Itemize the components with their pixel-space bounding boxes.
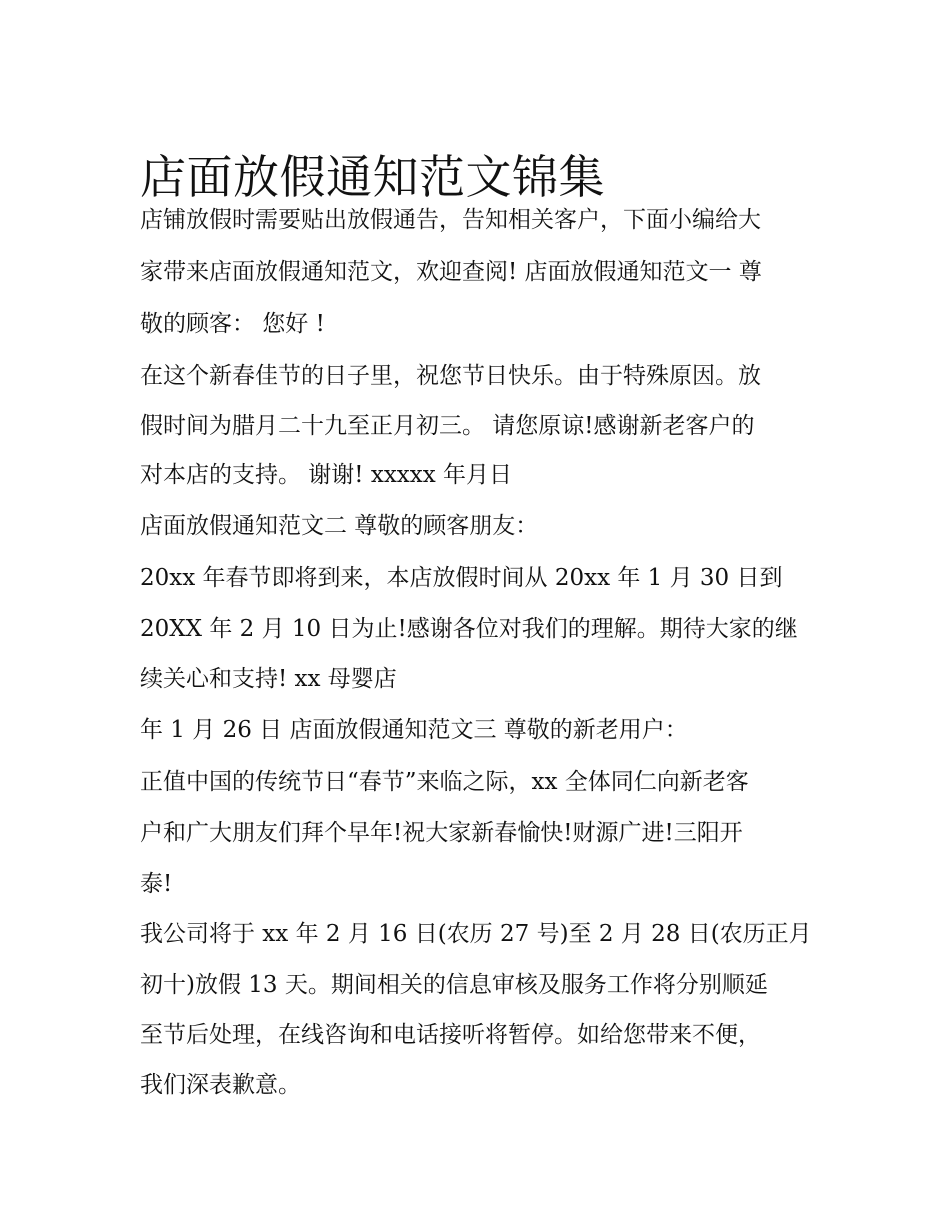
body-line: 至节后处理，在线咨询和电话接听将暂停。如给您带来不便， [140, 1022, 761, 1048]
body-line: 年 1 月 26 日 店面放假通知范文三 尊敬的新老用户： [140, 717, 688, 743]
body-line: 初十)放假 13 天。期间相关的信息审核及服务工作将分别顺延 [140, 972, 768, 998]
page-title: 店面放假通知范文锦集 [140, 149, 605, 204]
body-line: 我公司将于 xx 年 2 月 16 日(农历 27 号)至 2 月 28 日(农历正月 [140, 921, 812, 947]
body-line: 泰! [140, 871, 173, 897]
body-line: 对本店的支持。 谢谢! xxxxx 年月日 [140, 462, 513, 488]
body-line: 店面放假通知范文二 尊敬的顾客朋友： [140, 513, 539, 539]
body-line: 20xx 年春节即将到来，本店放假时间从 20xx 年 1 月 30 日到 [140, 565, 783, 591]
body-line: 家带来店面放假通知范文，欢迎查阅! 店面放假通知范文一 尊 [140, 259, 762, 285]
body-line: 户和广大朋友们拜个早年!祝大家新春愉快!财源广进!三阳开 [140, 820, 743, 846]
body-line: 续关心和支持! xx 母婴店 [140, 666, 397, 692]
body-line: 我们深表歉意。 [140, 1072, 301, 1098]
body-line: 20XX 年 2 月 10 日为止!感谢各位对我们的理解。期待大家的继 [140, 616, 798, 642]
body-line: 店铺放假时需要贴出放假通告，告知相关客户，下面小编给大 [140, 207, 761, 233]
body-line: 敬的顾客： 您好 ! [140, 311, 325, 337]
body-line: 假时间为腊月二十九至正月初三。 请您原谅!感谢新老客户的 [140, 413, 755, 439]
body-line: 在这个新春佳节的日子里，祝您节日快乐。由于特殊原因。放 [140, 363, 761, 389]
body-line: 正值中国的传统节日“春节”来临之际，xx 全体同仁向新老客 [140, 769, 749, 795]
